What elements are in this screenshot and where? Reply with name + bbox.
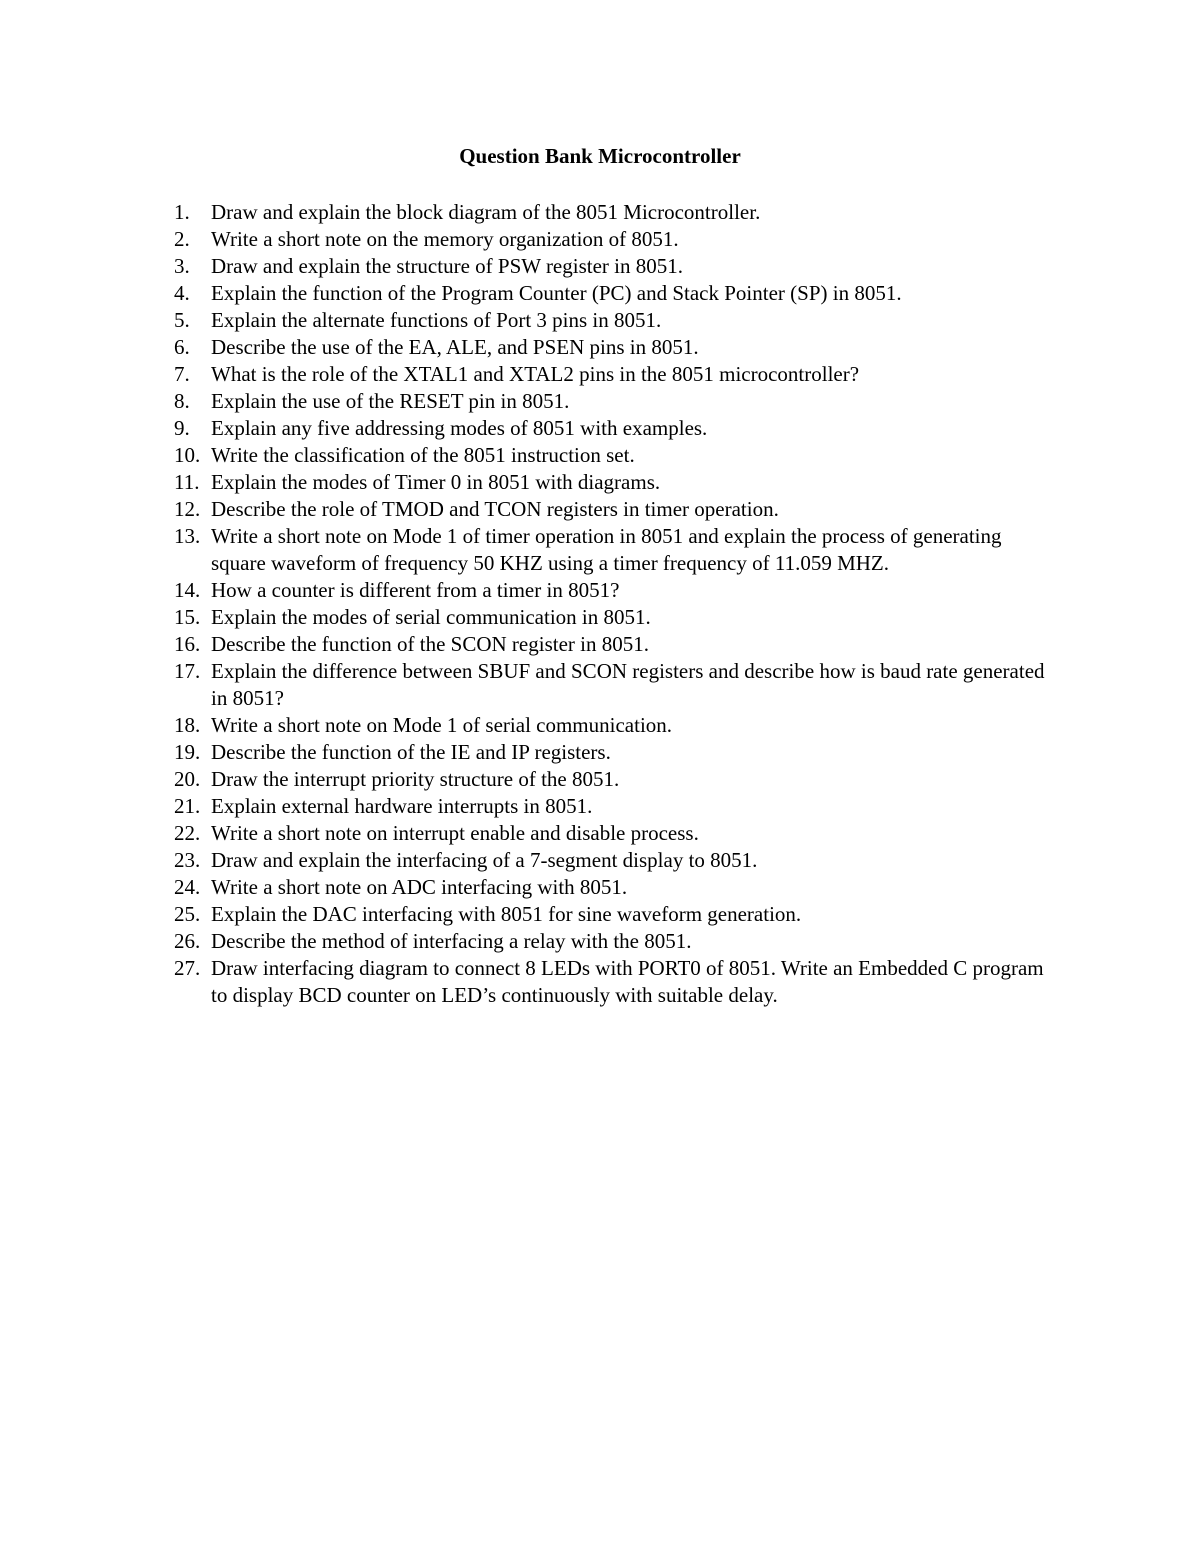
question-text: Write a short note on ADC interfacing with 8051. (211, 875, 628, 899)
question-item (174, 604, 1054, 631)
question-item (174, 928, 1054, 955)
question-text: Explain the modes of Timer 0 in 8051 with diagrams. (211, 470, 661, 494)
question-number: 10. (174, 443, 201, 467)
question-number: 7. (174, 362, 190, 386)
question-text: Describe the role of TMOD and TCON registers in timer operation. (211, 497, 779, 521)
question-item (174, 280, 1054, 307)
question-text: Describe the method of interfacing a relay with the 8051. (211, 929, 692, 953)
question-number: 1. (174, 200, 190, 224)
question-number: 4. (174, 281, 190, 305)
question-item (174, 820, 1054, 847)
question-number: 15. (174, 605, 201, 629)
question-text: Draw the interrupt priority structure of the 8051. (211, 767, 620, 791)
question-number: 26. (174, 929, 201, 953)
question-text: Describe the use of the EA, ALE, and PSEN pins in 8051. (211, 335, 699, 359)
question-item (174, 766, 1054, 793)
question-item (174, 253, 1054, 280)
question-number: 23. (174, 848, 201, 872)
question-item (174, 658, 1054, 712)
question-text: Explain external hardware interrupts in 8051. (211, 794, 593, 818)
question-item (174, 793, 1054, 820)
question-text: What is the role of the XTAL1 and XTAL2 pins in the 8051 microcontroller? (211, 362, 860, 386)
page-title: Question Bank Microcontroller (459, 144, 741, 168)
question-number: 24. (174, 875, 201, 899)
question-text: Draw interfacing diagram to connect 8 LEDs with PORT0 of 8051. Write an Embedded C program to display BCD counter on LED’s continuously with suitable delay. (211, 956, 1044, 1007)
question-text: Explain the use of the RESET pin in 8051. (211, 389, 570, 413)
question-number: 5. (174, 308, 190, 332)
question-item (174, 901, 1054, 928)
question-text: Explain the modes of serial communication in 8051. (211, 605, 651, 629)
question-number: 25. (174, 902, 201, 926)
question-text: How a counter is different from a timer in 8051? (211, 578, 620, 602)
question-item (174, 496, 1054, 523)
question-item (174, 361, 1054, 388)
question-number: 18. (174, 713, 201, 737)
question-text: Write a short note on interrupt enable and disable process. (211, 821, 699, 845)
question-text: Describe the function of the IE and IP registers. (211, 740, 611, 764)
question-number: 14. (174, 578, 201, 602)
question-number: 3. (174, 254, 190, 278)
question-text: Draw and explain the structure of PSW register in 8051. (211, 254, 683, 278)
question-text: Explain the function of the Program Counter (PC) and Stack Pointer (SP) in 8051. (211, 281, 902, 305)
question-item (174, 199, 1054, 226)
question-number: 22. (174, 821, 201, 845)
question-item (174, 847, 1054, 874)
question-item (174, 523, 1054, 577)
question-text: Explain the alternate functions of Port 3 pins in 8051. (211, 308, 662, 332)
question-number: 12. (174, 497, 201, 521)
question-item (174, 442, 1054, 469)
question-item (174, 739, 1054, 766)
question-item (174, 469, 1054, 496)
question-text: Explain the DAC interfacing with 8051 for sine waveform generation. (211, 902, 802, 926)
question-list (174, 199, 1054, 1009)
question-item (174, 874, 1054, 901)
question-number: 6. (174, 335, 190, 359)
question-number: 20. (174, 767, 201, 791)
question-number: 19. (174, 740, 201, 764)
question-text: Draw and explain the interfacing of a 7-segment display to 8051. (211, 848, 758, 872)
question-item (174, 388, 1054, 415)
question-item (174, 415, 1054, 442)
question-item (174, 955, 1054, 1009)
question-item (174, 631, 1054, 658)
question-number: 8. (174, 389, 190, 413)
question-text: Describe the function of the SCON register in 8051. (211, 632, 649, 656)
question-text: Explain the difference between SBUF and SCON registers and describe how is baud rate generated in 8051? (211, 659, 1045, 710)
question-number: 11. (174, 470, 200, 494)
question-number: 2. (174, 227, 190, 251)
question-item (174, 307, 1054, 334)
question-item (174, 334, 1054, 361)
question-text: Write a short note on the memory organization of 8051. (211, 227, 679, 251)
question-number: 17. (174, 659, 201, 683)
question-number: 21. (174, 794, 201, 818)
question-item (174, 577, 1054, 604)
question-text: Write the classification of the 8051 instruction set. (211, 443, 635, 467)
question-number: 9. (174, 416, 190, 440)
question-text: Draw and explain the block diagram of the 8051 Microcontroller. (211, 200, 761, 224)
question-text: Write a short note on Mode 1 of timer operation in 8051 and explain the process of generating square waveform of frequency 50 KHZ using a timer frequency of 11.059 MHZ. (211, 524, 1002, 575)
question-number: 13. (174, 524, 201, 548)
question-number: 16. (174, 632, 201, 656)
question-text: Write a short note on Mode 1 of serial communication. (211, 713, 673, 737)
question-item (174, 226, 1054, 253)
question-number: 27. (174, 956, 201, 980)
question-item (174, 712, 1054, 739)
question-text: Explain any five addressing modes of 8051 with examples. (211, 416, 708, 440)
